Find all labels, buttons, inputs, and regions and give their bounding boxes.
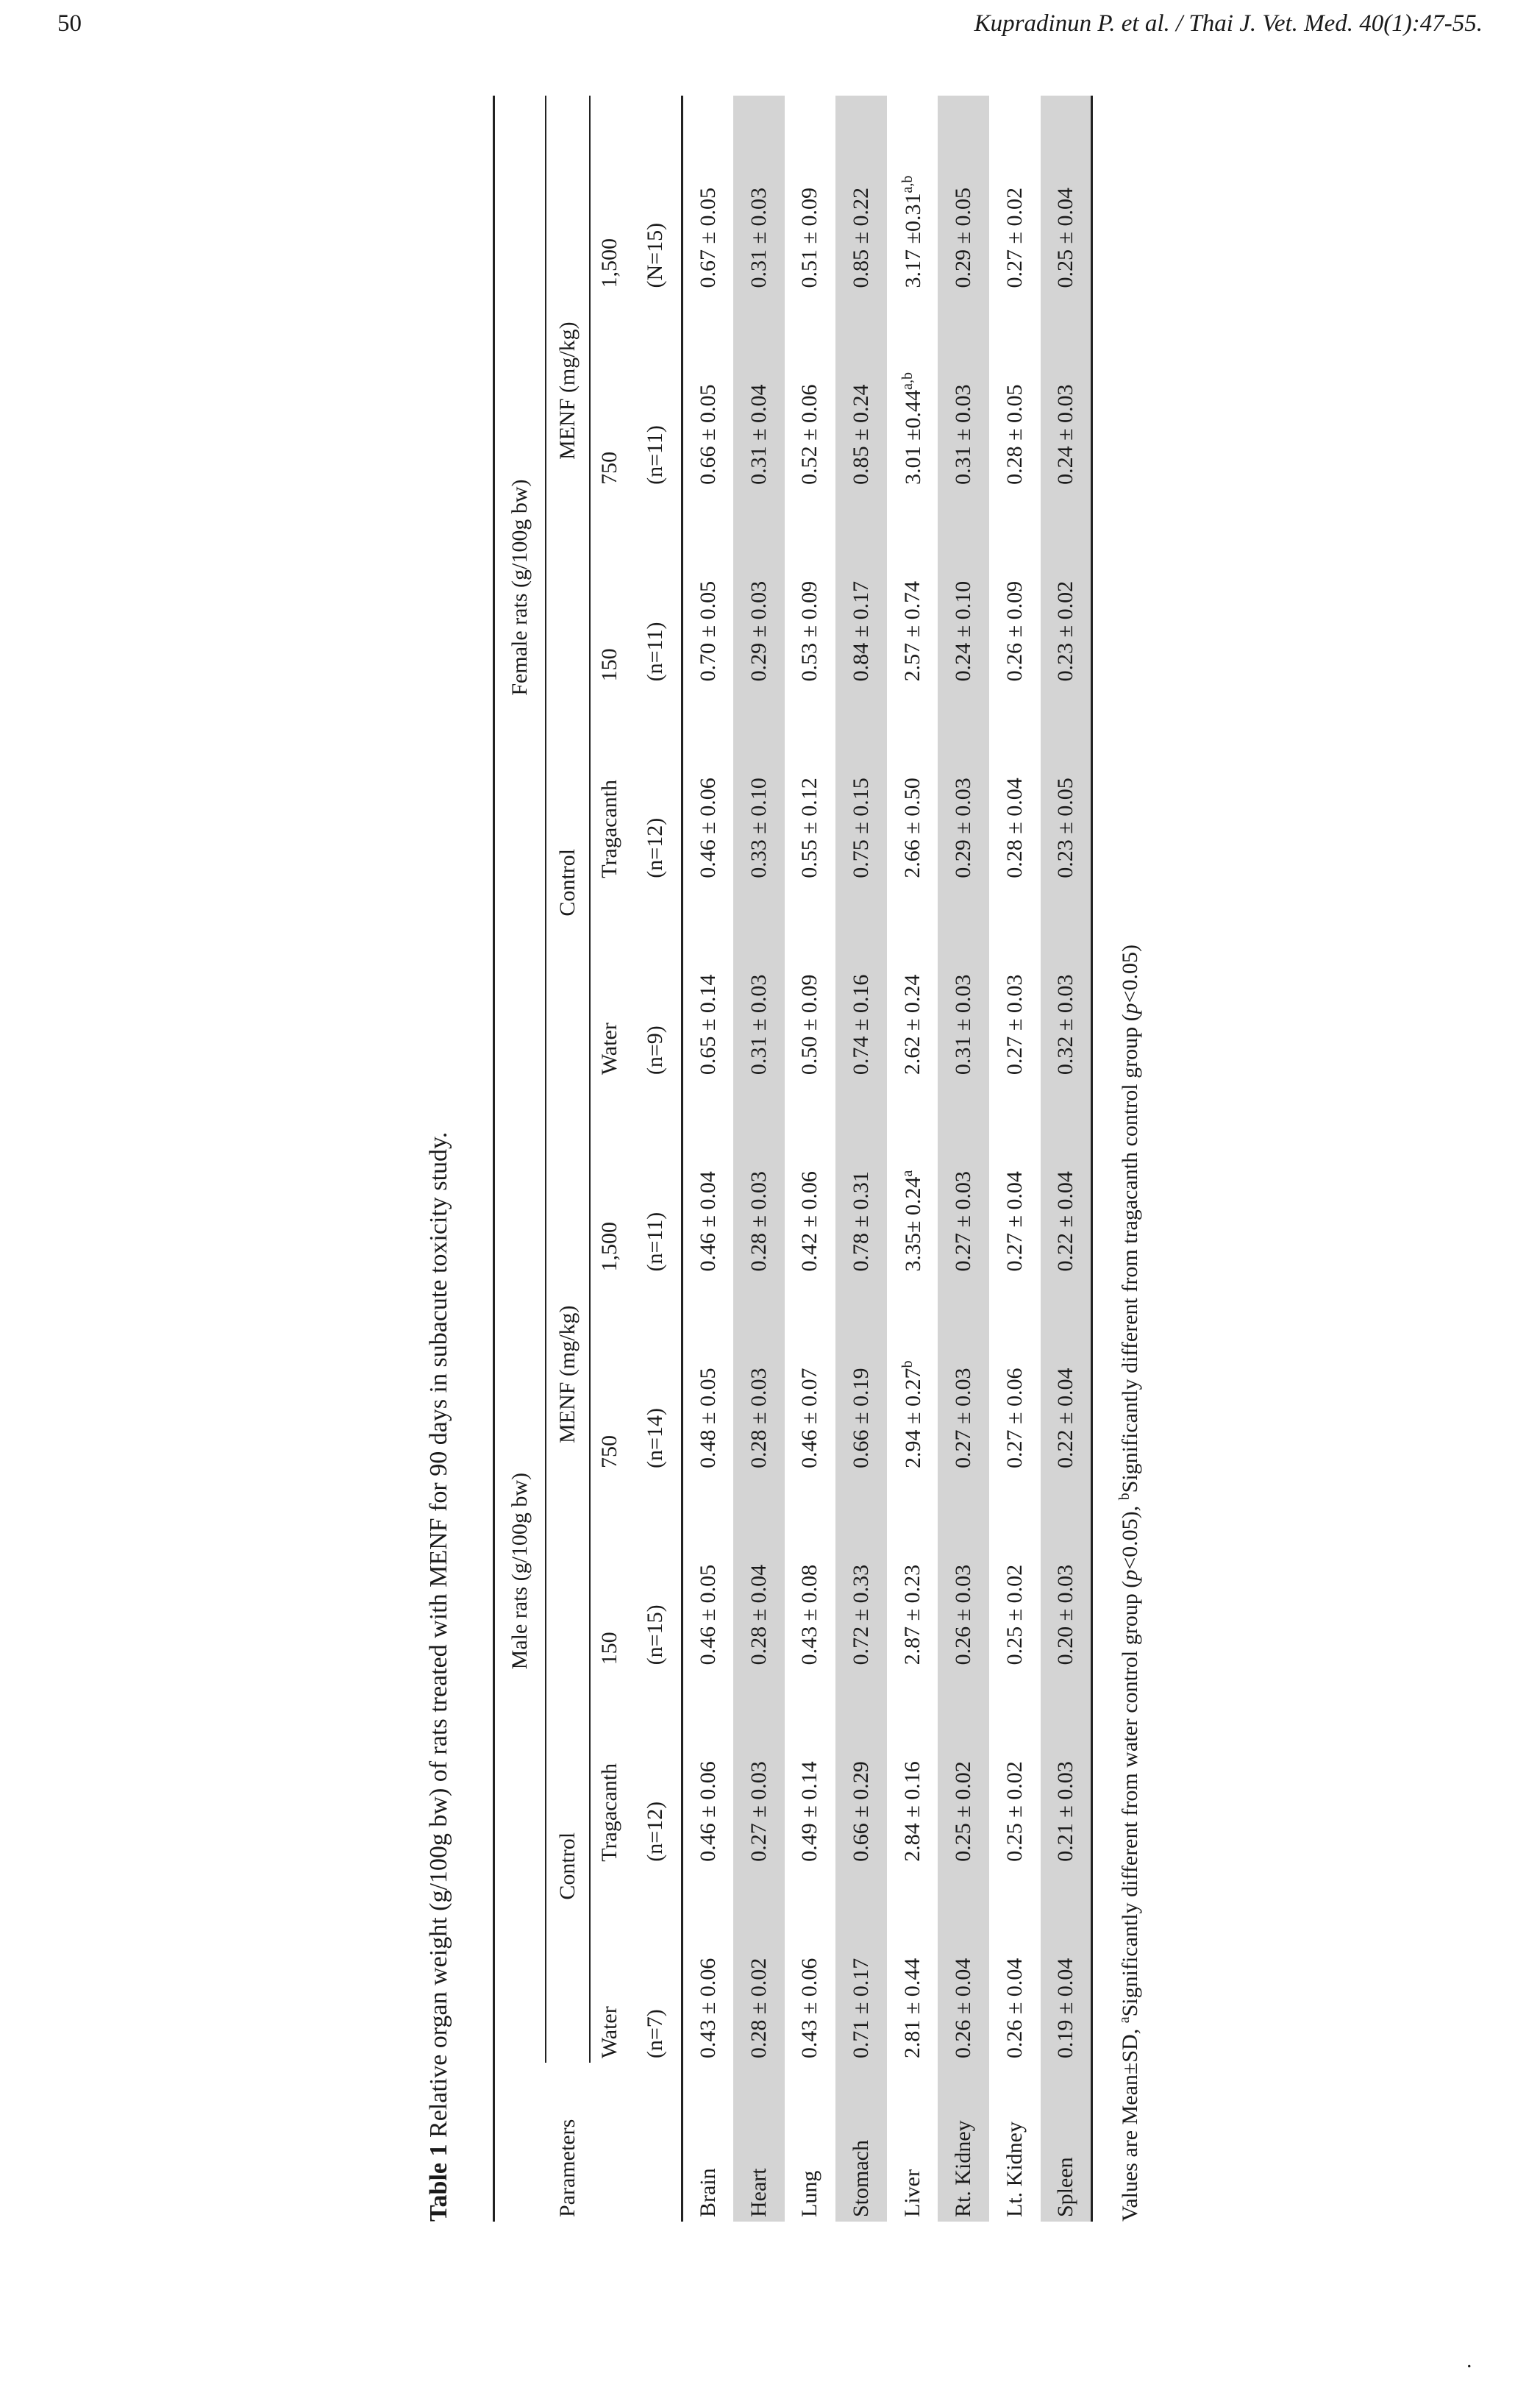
organ-name: Heart (733, 2063, 785, 2222)
cell-value: 0.22 ± 0.04 (1052, 1368, 1077, 1468)
cell-value: 2.87 ± 0.23 (899, 1564, 924, 1665)
table-cell (1041, 96, 1092, 293)
cell-value: 3.01 ±0.44 (900, 389, 925, 485)
table-cell (682, 1473, 734, 1669)
organ-name: Stomach (835, 2063, 887, 2222)
male-rats-header: Male rats (g/100g bw) (494, 1079, 546, 2063)
table-cell (835, 1473, 887, 1669)
table-cell (733, 489, 785, 686)
cell-value: 2.81 ± 0.44 (899, 1958, 924, 2059)
cell-value: 2.62 ± 0.24 (899, 974, 924, 1075)
cell-value: 0.33 ± 0.10 (746, 778, 771, 878)
group-dose-label: 150 (597, 648, 621, 682)
cell-value: 0.75 ± 0.15 (849, 778, 874, 878)
organ-name: Lt. Kidney (1002, 2122, 1027, 2217)
table-cell (682, 1866, 734, 2063)
footnote-text: Significantly different from water control group ( (1118, 1580, 1142, 2017)
table-cell (733, 1669, 785, 1866)
group-dose-label: 1,500 (597, 238, 621, 288)
cell-value: 0.26 ± 0.04 (1002, 1958, 1027, 2059)
table-cell (785, 686, 836, 882)
table-cell (887, 96, 938, 293)
page-header (57, 10, 1483, 40)
table-cell (835, 1276, 887, 1473)
significance-marker: a,b (899, 175, 916, 193)
table-cell (682, 1669, 734, 1866)
cell-value: 0.85 ± 0.24 (849, 384, 874, 485)
group-sample-size: (N=15) (642, 222, 667, 288)
cell-value: 0.51 ± 0.09 (797, 188, 822, 288)
cell-value: 0.49 ± 0.14 (797, 1761, 822, 1862)
group-dose-label: Water (597, 2006, 621, 2059)
cell-value: 0.84 ± 0.17 (849, 580, 874, 682)
table-cell (1041, 883, 1092, 1079)
table-cell (785, 293, 836, 489)
organ-name: Lung (797, 2170, 822, 2217)
cell-value: 0.32 ± 0.03 (1052, 974, 1077, 1075)
table-cell (887, 1473, 938, 1669)
cell-value: 3.17 ±0.31 (900, 193, 925, 288)
cell-value: 0.43 ± 0.06 (696, 1958, 721, 2059)
cell-value: 0.46 ± 0.07 (797, 1368, 822, 1468)
organ-weight-table (493, 96, 1093, 2222)
table-cell (938, 1866, 989, 2063)
header-row-sex (494, 96, 546, 2222)
table-cell (785, 96, 836, 293)
cell-value: 0.46 ± 0.06 (696, 778, 721, 878)
table-cell (835, 883, 887, 1079)
table-cell (733, 1079, 785, 1276)
cell-value: 0.66 ± 0.19 (849, 1368, 874, 1468)
significance-marker: a (899, 1170, 916, 1177)
table-cell (989, 1669, 1041, 1866)
cell-value: 0.46 ± 0.04 (696, 1171, 721, 1272)
table-cell (938, 1276, 989, 1473)
group-sample-size: (n=11) (642, 1212, 667, 1272)
cell-value: 0.22 ± 0.04 (1052, 1171, 1077, 1272)
table-cell (682, 686, 734, 882)
stray-mark: . (1466, 2348, 1472, 2372)
table-cell (785, 1079, 836, 1276)
table-cell (835, 1079, 887, 1276)
cell-value: 0.46 ± 0.06 (696, 1761, 721, 1862)
table-cell (785, 1669, 836, 1866)
table-cell (1041, 1473, 1092, 1669)
cell-value: 0.43 ± 0.06 (797, 1958, 822, 2059)
cell-value: 2.94 ± 0.27 (900, 1368, 925, 1468)
cell-value: 0.20 ± 0.03 (1052, 1564, 1077, 1665)
table-cell (682, 96, 734, 293)
male-menf-header: MENF (mg/kg) (546, 1079, 590, 1669)
table-cell (1041, 1669, 1092, 1866)
caption-label: Table 1 (425, 2144, 452, 2222)
organ-name: Rt. Kidney (938, 2063, 989, 2222)
table-cell (835, 686, 887, 882)
table-cell (938, 293, 989, 489)
running-head: Kupradinun P. et al. / Thai J. Vet. Med. 40(1):47-55. (974, 10, 1483, 37)
female-rats-header: Female rats (g/100g bw) (494, 96, 546, 1079)
group-dose-label: 750 (597, 451, 621, 485)
table-row (682, 96, 734, 2222)
significance-marker: a,b (899, 372, 916, 390)
table-cell (1041, 686, 1092, 882)
cell-value: 0.28 ± 0.04 (1002, 778, 1027, 878)
table-cell (785, 1473, 836, 1669)
cell-value: 0.23 ± 0.05 (1052, 778, 1077, 878)
footnote-sup-b: b (1116, 1493, 1133, 1501)
cell-value: 0.29 ± 0.03 (951, 778, 976, 878)
cell-value: 0.53 ± 0.09 (797, 580, 822, 682)
table-cell (887, 1866, 938, 2063)
table-body (682, 96, 1092, 2222)
table-cell (785, 1866, 836, 2063)
cell-value: 0.23 ± 0.02 (1052, 580, 1077, 682)
table-cell (682, 1079, 734, 1276)
cell-value: 0.71 ± 0.17 (849, 1958, 874, 2059)
table-cell (938, 686, 989, 882)
organ-name: Spleen (1041, 2063, 1092, 2222)
cell-value: 0.66 ± 0.05 (696, 384, 721, 485)
table-cell (835, 293, 887, 489)
header-spacer (494, 2063, 546, 2222)
group-dose-label: 150 (597, 1632, 621, 1665)
table-cell (835, 1669, 887, 1866)
header-row-group (546, 96, 590, 2222)
cell-value: 0.43 ± 0.08 (797, 1564, 822, 1665)
cell-value: 0.31 ± 0.04 (746, 384, 771, 485)
group-sample-size: (n=11) (642, 425, 667, 485)
table-cell (785, 883, 836, 1079)
table-cell (989, 1276, 1041, 1473)
table-cell (938, 1079, 989, 1276)
cell-value: 0.24 ± 0.10 (951, 580, 976, 682)
footnote-p: p (1118, 1003, 1142, 1014)
cell-value: 0.29 ± 0.05 (951, 188, 976, 288)
group-sample-size: (n=12) (642, 1801, 667, 1862)
table-cell (733, 96, 785, 293)
rotated-table-region (425, 88, 1175, 2222)
male-control-header: Control (546, 1669, 590, 2063)
cell-value: 0.78 ± 0.31 (849, 1171, 874, 1272)
group-sample-size: (n=9) (642, 1025, 667, 1075)
table-cell (938, 1669, 989, 1866)
table-cell (887, 1276, 938, 1473)
cell-value: 0.52 ± 0.06 (797, 384, 822, 485)
group-sample-size: (n=11) (642, 622, 667, 682)
cell-value: 0.31 ± 0.03 (951, 974, 976, 1075)
cell-value: 0.46 ± 0.05 (696, 1564, 721, 1665)
cell-value: 0.25 ± 0.04 (1052, 188, 1077, 288)
table-cell (887, 293, 938, 489)
parameters-header: Parameters (555, 2119, 580, 2217)
page-number: 50 (57, 10, 82, 37)
cell-value: 0.25 ± 0.02 (951, 1761, 976, 1862)
cell-value: 0.25 ± 0.02 (1002, 1564, 1027, 1665)
cell-value: 0.27 ± 0.03 (746, 1761, 771, 1862)
cell-value: 2.84 ± 0.16 (899, 1761, 924, 1862)
cell-value: 0.19 ± 0.04 (1052, 1958, 1077, 2059)
cell-value: 0.21 ± 0.03 (1052, 1761, 1077, 1862)
cell-value: 0.29 ± 0.03 (746, 580, 771, 682)
footnote-text: <0.05) (1118, 945, 1142, 1003)
table-cell (733, 1866, 785, 2063)
table-cell (733, 1473, 785, 1669)
significance-marker: b (899, 1360, 916, 1368)
table-row (989, 96, 1041, 2222)
table-row (938, 96, 989, 2222)
group-dose-label: Tragacanth (597, 1763, 621, 1862)
table-cell (938, 883, 989, 1079)
table-cell (989, 489, 1041, 686)
footnote-p: p (1118, 1569, 1142, 1581)
female-control-header: Control (546, 686, 590, 1079)
table-cell (835, 96, 887, 293)
cell-value: 2.57 ± 0.74 (899, 580, 924, 682)
cell-value: 0.26 ± 0.09 (1002, 580, 1027, 682)
group-sample-size: (n=7) (642, 2009, 667, 2059)
cell-value: 0.42 ± 0.06 (797, 1171, 822, 1272)
group-sample-size: (n=15) (642, 1604, 667, 1665)
table-row (835, 96, 887, 2222)
table-cell (989, 1866, 1041, 2063)
cell-value: 0.67 ± 0.05 (696, 188, 721, 288)
table-cell (1041, 489, 1092, 686)
group-sample-size: (n=12) (642, 817, 667, 878)
cell-value: 0.27 ± 0.02 (1002, 188, 1027, 288)
table-cell (785, 489, 836, 686)
organ-name: Brain (696, 2168, 721, 2217)
table-cell (835, 489, 887, 686)
table-cell (938, 96, 989, 293)
footnote-text: <0.05), (1118, 1500, 1142, 1570)
cell-value: 0.27 ± 0.06 (1002, 1368, 1027, 1468)
caption-text: Relative organ weight (g/100g bw) of rats treated with MENF for 90 days in subacute toxicity study. (425, 1131, 452, 2144)
footnote-sup-a: a (1116, 2016, 1133, 2024)
cell-value: 0.31 ± 0.03 (746, 974, 771, 1075)
cell-value: 0.27 ± 0.04 (1002, 1171, 1027, 1272)
table-cell (682, 883, 734, 1079)
table-cell (1041, 1866, 1092, 2063)
table-cell (989, 96, 1041, 293)
cell-value: 0.48 ± 0.05 (696, 1368, 721, 1468)
table-cell (938, 1473, 989, 1669)
table-cell (682, 293, 734, 489)
cell-value: 2.66 ± 0.50 (899, 778, 924, 878)
cell-value: 0.55 ± 0.12 (797, 778, 822, 878)
table-cell (989, 686, 1041, 882)
header-spacer (630, 2063, 682, 2222)
cell-value: 0.28 ± 0.05 (1002, 384, 1027, 485)
cell-value: 0.27 ± 0.03 (951, 1368, 976, 1468)
table-cell (887, 1079, 938, 1276)
cell-value: 0.28 ± 0.03 (746, 1171, 771, 1272)
footnote-text: Values are Mean±SD, (1118, 2023, 1142, 2222)
cell-value: 0.24 ± 0.03 (1052, 384, 1077, 485)
cell-value: 0.28 ± 0.02 (746, 1958, 771, 2059)
cell-value: 0.65 ± 0.14 (696, 974, 721, 1075)
cell-value: 0.85 ± 0.22 (849, 188, 874, 288)
organ-name: Liver (899, 2169, 924, 2217)
table-row (785, 96, 836, 2222)
footnote-text: Significantly different from tragacanth control group ( (1118, 1014, 1142, 1493)
cell-value: 3.35± 0.24 (900, 1176, 925, 1272)
table-cell (887, 489, 938, 686)
table-cell (938, 489, 989, 686)
table-cell (1041, 1276, 1092, 1473)
table-cell (887, 883, 938, 1079)
cell-value: 0.28 ± 0.03 (746, 1368, 771, 1468)
cell-value: 0.27 ± 0.03 (951, 1171, 976, 1272)
cell-value: 0.31 ± 0.03 (951, 384, 976, 485)
table-cell (887, 686, 938, 882)
cell-value: 0.28 ± 0.04 (746, 1564, 771, 1665)
table-cell (887, 1669, 938, 1866)
table-row (887, 96, 938, 2222)
table-cell (682, 1276, 734, 1473)
group-dose-label: Water (597, 1023, 621, 1075)
cell-value: 0.74 ± 0.16 (849, 974, 874, 1075)
table-cell (785, 1276, 836, 1473)
group-dose-label: 750 (597, 1434, 621, 1468)
table-cell (682, 489, 734, 686)
female-menf-header: MENF (mg/kg) (546, 96, 590, 686)
cell-value: 0.50 ± 0.09 (797, 974, 822, 1075)
group-sample-size: (n=14) (642, 1408, 667, 1468)
table-cell (989, 1473, 1041, 1669)
table-cell (733, 1276, 785, 1473)
table-footnote (1116, 945, 1143, 2222)
group-dose-label: 1,500 (597, 1222, 621, 1272)
cell-value: 0.26 ± 0.04 (951, 1958, 976, 2059)
table-cell (1041, 1079, 1092, 1276)
header-row-n (630, 96, 682, 2222)
header-row-dose (590, 96, 630, 2222)
table-cell (733, 293, 785, 489)
cell-value: 0.25 ± 0.02 (1002, 1761, 1027, 1862)
cell-value: 0.70 ± 0.05 (696, 580, 721, 682)
table-cell (989, 883, 1041, 1079)
cell-value: 0.31 ± 0.03 (746, 188, 771, 288)
table-row (733, 96, 785, 2222)
table-cell (1041, 293, 1092, 489)
table-cell (835, 1866, 887, 2063)
table-caption (425, 1132, 453, 2222)
table-row (1041, 96, 1092, 2222)
cell-value: 0.27 ± 0.03 (1002, 974, 1027, 1075)
cell-value: 0.72 ± 0.33 (849, 1564, 874, 1665)
table-cell (989, 293, 1041, 489)
cell-value: 0.26 ± 0.03 (951, 1564, 976, 1665)
table-cell (989, 1079, 1041, 1276)
table-cell (733, 883, 785, 1079)
cell-value: 0.66 ± 0.29 (849, 1761, 874, 1862)
header-spacer (590, 2063, 630, 2222)
table-cell (733, 686, 785, 882)
group-dose-label: Tragacanth (597, 779, 621, 878)
